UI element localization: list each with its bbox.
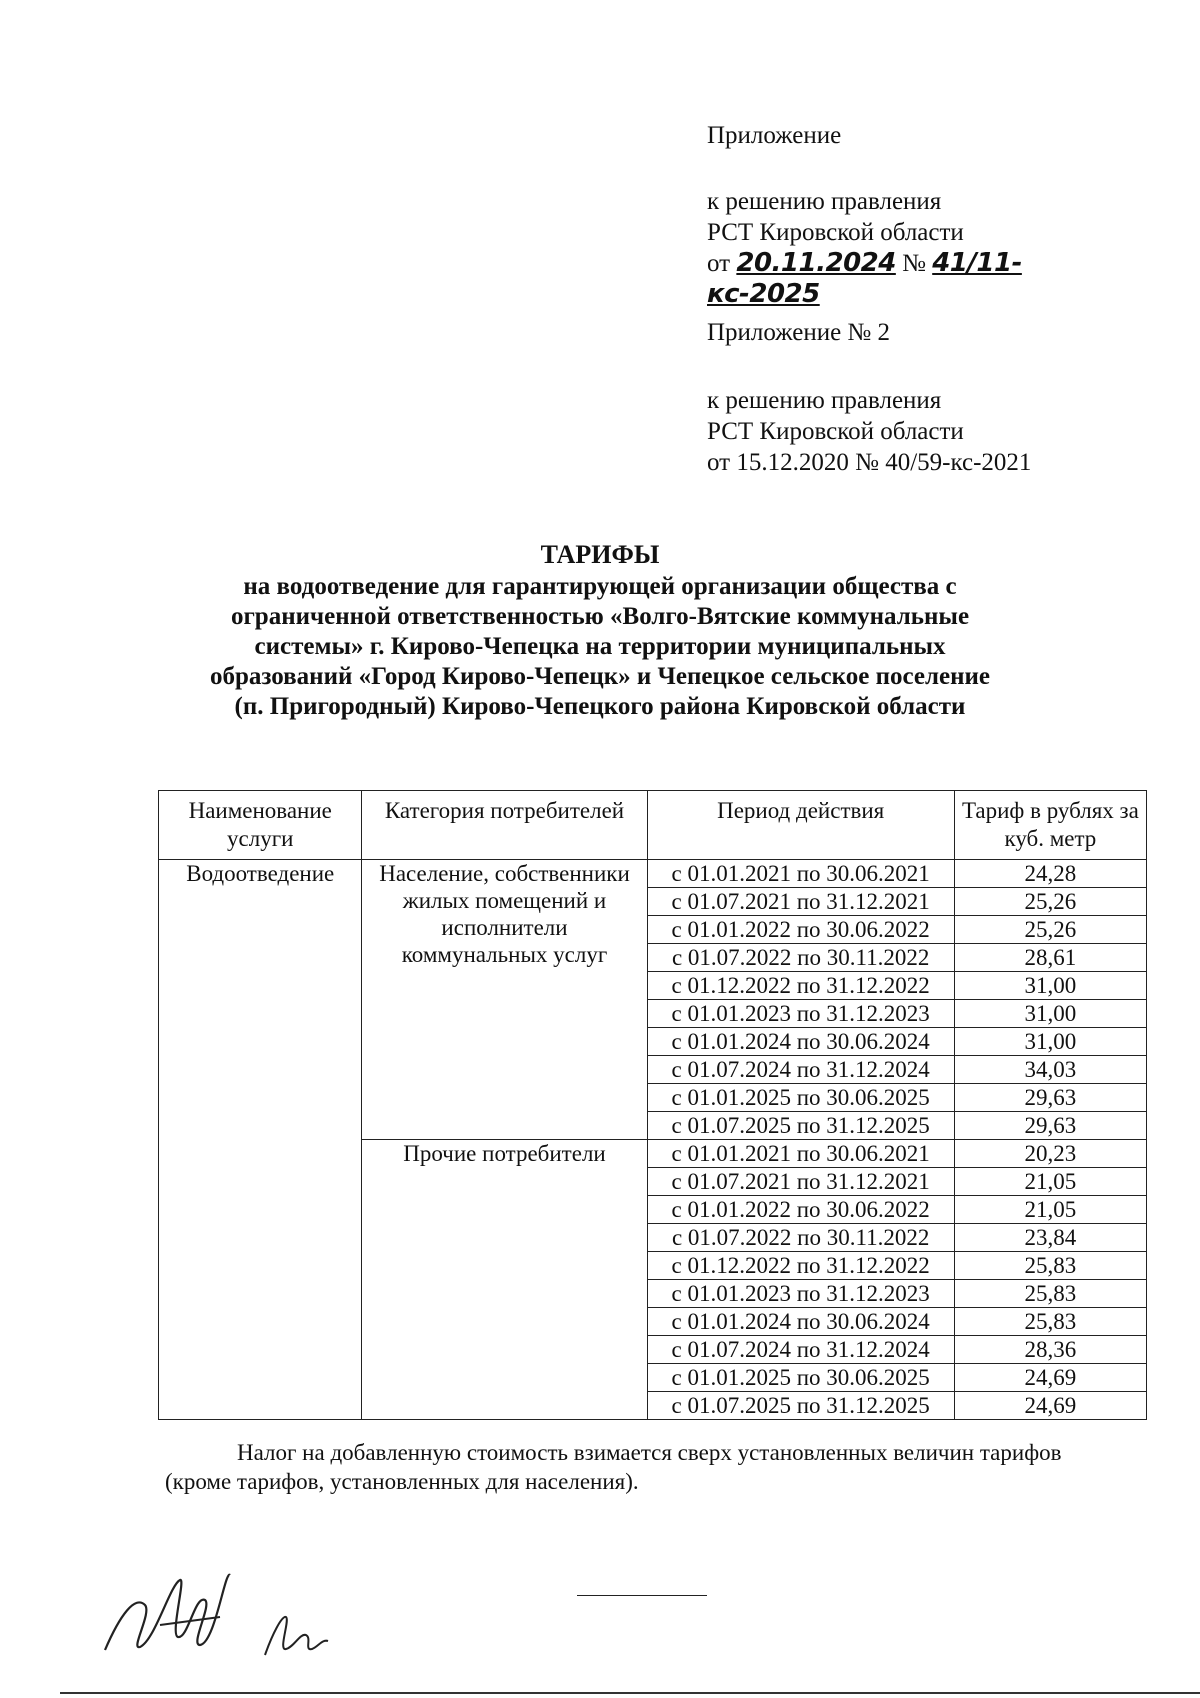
cell-period: с 01.01.2023 по 31.12.2023 [647, 1000, 954, 1028]
title-line: образований «Город Кирово-Чепецк» и Чепецкое сельское поселение [209, 663, 991, 690]
decision-date-number [707, 248, 1127, 310]
cell-tariff: 25,26 [954, 916, 1146, 944]
page-bottom-border [60, 1692, 1200, 1694]
title-line: системы» г. Кирово-Чепецка на территории муниципальных [254, 633, 946, 660]
cell-period: с 01.01.2025 по 30.06.2025 [647, 1364, 954, 1392]
ref-prefix: от [707, 250, 737, 277]
decision-line: к решению правления [707, 387, 942, 414]
cell-tariff: 25,83 [954, 1308, 1146, 1336]
cell-tariff: 24,69 [954, 1364, 1146, 1392]
cell-tariff: 25,83 [954, 1252, 1146, 1280]
cell-tariff: 21,05 [954, 1196, 1146, 1224]
title-line: ограниченной ответственностью «Волго-Вятские коммунальные [230, 603, 970, 630]
header-period: Период действия [647, 791, 954, 860]
cell-tariff: 24,69 [954, 1392, 1146, 1420]
cell-tariff: 21,05 [954, 1168, 1146, 1196]
title-line: (п. Пригородный) Кирово-Чепецкого района Кировской области [234, 693, 966, 720]
cell-tariff: 23,84 [954, 1224, 1146, 1252]
signature-image [100, 1555, 360, 1665]
cell-tariff: 31,00 [954, 1028, 1146, 1056]
title-main: ТАРИФЫ [540, 540, 660, 569]
document-title [150, 540, 1050, 722]
cell-period: с 01.01.2021 по 30.06.2021 [647, 860, 954, 888]
title-line: на водоотведение для гарантирующей организации общества с [243, 573, 957, 600]
handwritten-number: 41/11-кс-2025 [707, 248, 1022, 309]
cell-tariff: 24,28 [954, 860, 1146, 888]
cell-period: с 01.07.2024 по 31.12.2024 [647, 1056, 954, 1084]
ref-no-sign: № [895, 250, 933, 277]
footnote-text: Налог на добавленную стоимость взимается сверх установленных величин тарифов (кроме тарифов, установленных для населения). [165, 1440, 1062, 1494]
cell-tariff: 29,63 [954, 1084, 1146, 1112]
decision-reference-current [707, 186, 1127, 310]
header-tariff: Тариф в рублях за куб. метр [954, 791, 1146, 860]
appendix-2-heading: Приложение № 2 [707, 319, 891, 346]
cell-tariff: 34,03 [954, 1056, 1146, 1084]
decision-date-number: от 15.12.2020 № 40/59-кс-2021 [707, 449, 1032, 476]
handwritten-date: 20.11.2024 [736, 248, 896, 278]
cell-period: с 01.07.2021 по 31.12.2021 [647, 1168, 954, 1196]
decision-line: к решению правления [707, 188, 942, 215]
header-service: Наименование услуги [159, 791, 362, 860]
cell-tariff: 31,00 [954, 972, 1146, 1000]
cell-period: с 01.01.2021 по 30.06.2021 [647, 1140, 954, 1168]
decision-reference-original [707, 385, 1127, 478]
cell-category: Население, собственники жилых помещений и исполнители коммунальных услуг [362, 860, 647, 1140]
cell-period: с 01.01.2022 по 30.06.2022 [647, 1196, 954, 1224]
cell-category: Прочие потребители [362, 1140, 647, 1420]
cell-tariff: 29,63 [954, 1112, 1146, 1140]
authority-line: РСТ Кировской области [707, 418, 964, 445]
cell-period: с 01.01.2022 по 30.06.2022 [647, 916, 954, 944]
table-row [159, 860, 1147, 888]
cell-period: с 01.07.2024 по 31.12.2024 [647, 1336, 954, 1364]
cell-period: с 01.01.2023 по 31.12.2023 [647, 1280, 954, 1308]
authority-line: РСТ Кировской области [707, 219, 964, 246]
cell-period: с 01.01.2024 по 30.06.2024 [647, 1308, 954, 1336]
cell-period: с 01.07.2025 по 31.12.2025 [647, 1112, 954, 1140]
cell-tariff: 28,61 [954, 944, 1146, 972]
cell-period: с 01.07.2025 по 31.12.2025 [647, 1392, 954, 1420]
divider-line [577, 1595, 707, 1596]
cell-period: с 01.07.2022 по 30.11.2022 [647, 1224, 954, 1252]
cell-service: Водоотведение [159, 860, 362, 1420]
cell-period: с 01.12.2022 по 31.12.2022 [647, 1252, 954, 1280]
cell-tariff: 25,83 [954, 1280, 1146, 1308]
vat-footnote [165, 1438, 1125, 1496]
cell-tariff: 20,23 [954, 1140, 1146, 1168]
table-header-row [159, 791, 1147, 860]
appendix-heading: Приложение [707, 122, 842, 149]
cell-tariff: 28,36 [954, 1336, 1146, 1364]
header-category: Категория потребителей [362, 791, 647, 860]
cell-period: с 01.07.2022 по 30.11.2022 [647, 944, 954, 972]
cell-period: с 01.12.2022 по 31.12.2022 [647, 972, 954, 1000]
tariffs-table-body [159, 860, 1147, 1420]
cell-period: с 01.07.2021 по 31.12.2021 [647, 888, 954, 916]
cell-period: с 01.01.2024 по 30.06.2024 [647, 1028, 954, 1056]
tariffs-table [158, 790, 1147, 1420]
cell-period: с 01.01.2025 по 30.06.2025 [647, 1084, 954, 1112]
cell-tariff: 25,26 [954, 888, 1146, 916]
cell-tariff: 31,00 [954, 1000, 1146, 1028]
